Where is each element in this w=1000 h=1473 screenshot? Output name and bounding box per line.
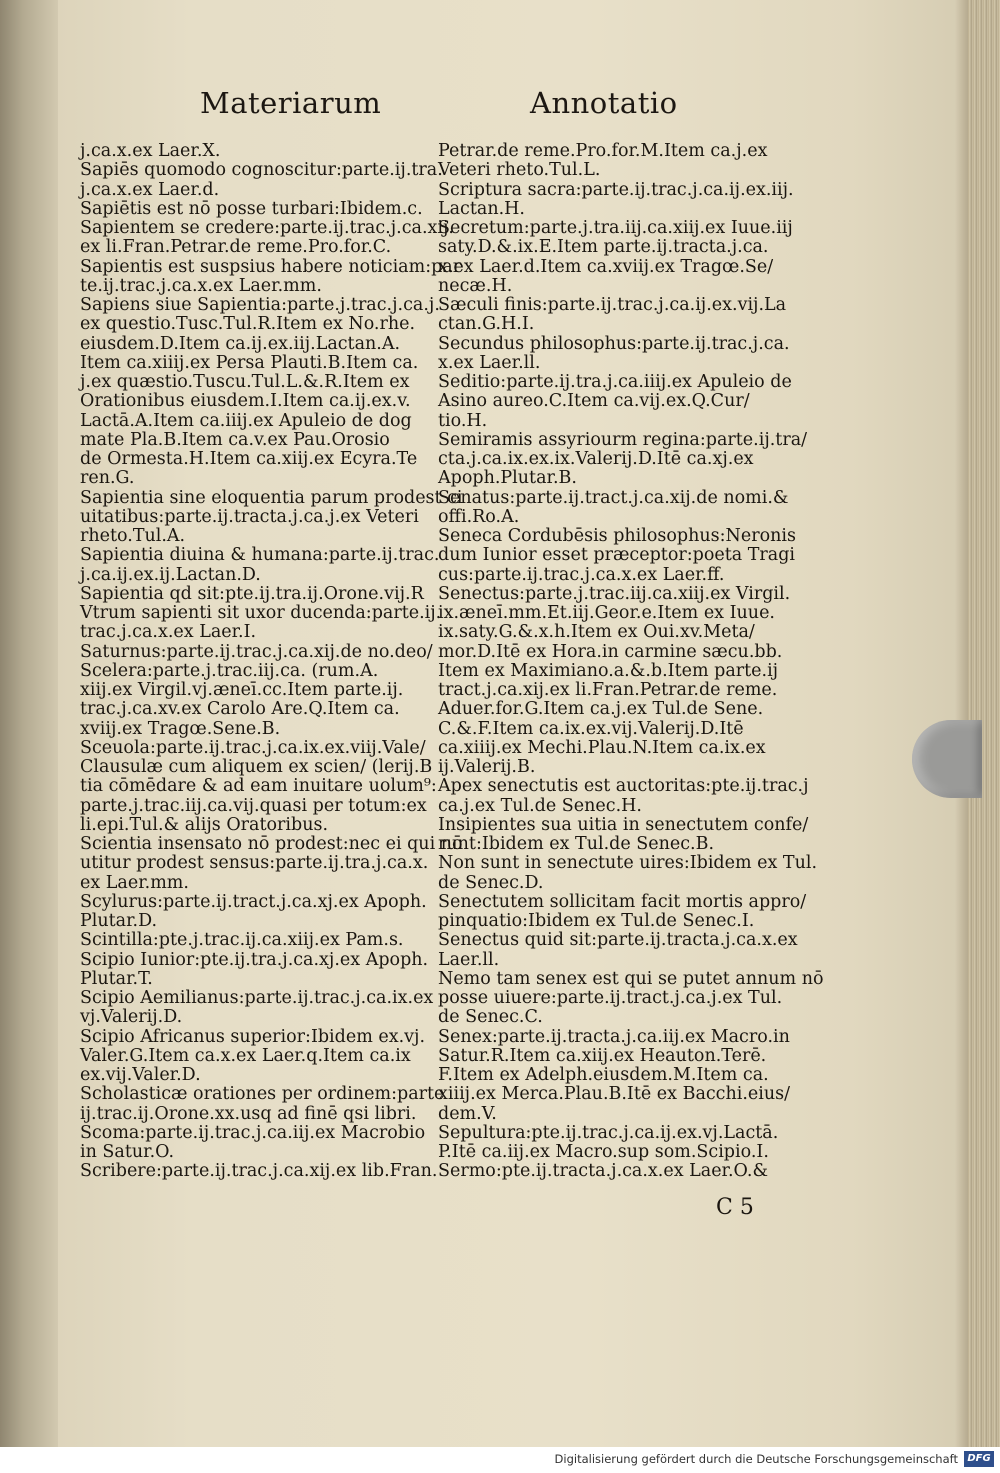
index-line: Non sunt in senectute uires:Ibidem ex Tul. (438, 853, 818, 874)
index-line: saty.D.&.ix.E.Item parte.ij.tracta.j.ca. (438, 237, 769, 258)
funding-credit: Digitalisierung gefördert durch die Deutsche Forschungsgemeinschaft (554, 1452, 958, 1466)
index-line: utitur prodest sensus:parte.ij.tra.j.ca.x. (80, 853, 429, 874)
index-line: ren.G. (80, 468, 135, 489)
index-line: Sapiētis est nō posse turbari:Ibidem.c. (80, 198, 423, 219)
index-line: Senectus quid sit:parte.ij.tracta.j.ca.x.ex (438, 930, 798, 951)
index-column-right (438, 141, 824, 1182)
index-line: x.ex Laer.ll. (438, 352, 541, 373)
index-line: j.ca.ij.ex.ij.Lactan.D. (80, 564, 261, 585)
index-line: j.ca.x.ex Laer.d. (80, 179, 220, 200)
index-line: de Senec.C. (438, 1007, 543, 1028)
index-line: Scriptura sacra:parte.ij.trac.j.ca.ij.ex.iij. (438, 179, 794, 200)
index-line: Seneca Cordubēsis philosophus:Neronis (438, 526, 796, 546)
index-line: uitatibus:parte.ij.tracta.j.ca.j.ex Veteri (80, 506, 419, 527)
index-line: tia cōmēdare & ad eam inuitare uolum⁹: (80, 776, 437, 797)
footer-bar (0, 1447, 1000, 1473)
index-line: ix.æneī.mm.Et.iij.Geor.e.Item ex Iuue. (438, 603, 775, 623)
index-line: Satur.R.Item ca.xiij.ex Heauton.Terē. (438, 1045, 767, 1066)
index-line: Plutar.D. (80, 911, 158, 931)
index-line: Item ex Maximiano.a.&.b.Item parte.ij (438, 660, 779, 681)
index-line: Asino aureo.C.Item ca.vij.ex.Q.Cur/ (438, 391, 750, 412)
signature-mark: C 5 (716, 1195, 754, 1220)
index-line: Sapientia qd sit:pte.ij.tra.ij.Orone.vij.R (80, 583, 424, 604)
index-line: Sapientis est suspsius habere noticiam:par (80, 256, 462, 277)
index-line: Sermo:pte.ij.tracta.j.ca.x.ex Laer.O.& (438, 1161, 769, 1182)
index-line: x.ex Laer.d.Item ca.xviij.ex Tragœ.Se/ (438, 256, 774, 277)
index-line: vj.Valerij.D. (80, 1007, 183, 1028)
index-line: Scipio Africanus superior:Ibidem ex.vj. (80, 1026, 426, 1047)
index-line: xviij.ex Tragœ.Sene.B. (80, 718, 281, 739)
index-line: Insipientes sua uitia in senectutem confe/ (438, 814, 809, 835)
index-line: Lactā.A.Item ca.iiij.ex Apuleio de dog (80, 410, 412, 431)
running-head-right: Annotatio (530, 86, 678, 120)
index-line: rheto.Tul.A. (80, 526, 186, 546)
index-line: li.epi.Tul.& alijs Oratoribus. (80, 814, 329, 835)
index-line: j.ex quæstio.Tuscu.Tul.L.&.R.Item ex (80, 372, 410, 392)
index-line: in Satur.O. (80, 1142, 175, 1162)
index-line: Semiramis assyriourm regina:parte.ij.tra/ (438, 429, 808, 450)
index-line: posse uiuere:parte.ij.tract.j.ca.j.ex Tul. (438, 988, 783, 1008)
index-line: offi.Ro.A. (438, 506, 520, 527)
index-line: Scientia insensato nō prodest:nec ei qui nō (80, 834, 463, 854)
index-line: trac.j.ca.xv.ex Carolo Are.Q.Item ca. (80, 699, 400, 720)
index-line: Senex:parte.ij.tracta.j.ca.iij.ex Macro.in (438, 1026, 790, 1047)
index-line: Orationibus eiusdem.I.Item ca.ij.ex.v. (80, 391, 411, 412)
index-line: Apex senectutis est auctoritas:pte.ij.trac.j (438, 776, 809, 797)
index-line: Sapientia sine eloquentia parum prodest ci (80, 487, 463, 508)
index-line: Scribere:parte.ij.trac.j.ca.xij.ex lib.Fran. (80, 1161, 438, 1182)
index-line: Veteri rheto.Tul.L. (438, 160, 601, 181)
index-line: tract.j.ca.xij.ex li.Fran.Petrar.de reme. (438, 680, 778, 700)
index-line: Scipio Aemilianus:parte.ij.trac.j.ca.ix.ex (80, 988, 434, 1008)
index-line: ij.trac.ij.Orone.xx.usq ad finē qsi libri. (80, 1103, 417, 1124)
index-line: Scholasticæ orationes per ordinem:parte (80, 1084, 445, 1105)
index-line: tio.H. (438, 410, 488, 431)
index-line: dum Iunior esset præceptor:poeta Tragi (438, 545, 796, 566)
page-gutter (0, 0, 58, 1447)
index-line: Sapiens siue Sapientia:parte.j.trac.j.ca.j. (80, 295, 440, 315)
index-line: Petrar.de reme.Pro.for.M.Item ca.j.ex (438, 141, 768, 161)
index-line: Scipio Iunior:pte.ij.tra.j.ca.xj.ex Apoph. (80, 949, 429, 970)
index-line: ex li.Fran.Petrar.de reme.Pro.for.C. (80, 237, 392, 258)
index-line: Secretum:parte.j.tra.iij.ca.xiij.ex Iuue.iij (438, 218, 793, 238)
index-line: ca.xiiij.ex Mechi.Plau.N.Item ca.ix.ex (438, 737, 766, 758)
index-line: pinquatio:Ibidem ex Tul.de Senec.I. (438, 911, 755, 931)
index-line: ca.j.ex Tul.de Senec.H. (438, 795, 642, 816)
index-line: Senectutem sollicitam facit mortis appro/ (438, 891, 807, 912)
index-line: trac.j.ca.x.ex Laer.I. (80, 622, 257, 643)
index-line: cta.j.ca.ix.ex.ix.Valerij.D.Itē ca.xj.ex (438, 449, 754, 469)
index-line: Secundus philosophus:parte.ij.trac.j.ca. (438, 333, 790, 354)
index-line: parte.j.trac.iij.ca.vij.quasi per totum:ex (80, 795, 427, 816)
index-line: Senatus:parte.ij.tract.j.ca.xij.de nomi.& (438, 487, 789, 508)
index-line: Sceuola:parte.ij.trac.j.ca.ix.ex.viij.Vale/ (80, 737, 426, 758)
index-line: ix.saty.G.&.x.h.Item ex Oui.xv.Meta/ (438, 622, 755, 643)
index-line: Scelera:parte.j.trac.iij.ca. (rum.A. (80, 660, 379, 681)
index-line: j.ca.x.ex Laer.X. (80, 141, 221, 161)
index-line: Scintilla:pte.j.trac.ij.ca.xiij.ex Pam.s. (80, 930, 404, 951)
index-line: Sapiēs quomodo cognoscitur:parte.ij.tra. (80, 160, 443, 181)
index-line: Valer.G.Item ca.x.ex Laer.q.Item ca.ix (80, 1045, 411, 1066)
index-line: Item ca.xiiij.ex Persa Plauti.B.Item ca. (80, 352, 419, 373)
index-line: Senectus:parte.j.trac.iij.ca.xiij.ex Virgil. (438, 583, 791, 604)
index-line: Sæculi finis:parte.ij.trac.j.ca.ij.ex.vij.La (438, 295, 787, 315)
dfg-logo: DFG (964, 1451, 994, 1467)
index-line: Lactan.H. (438, 198, 525, 219)
index-line: ex.vij.Valer.D. (80, 1065, 201, 1085)
index-line: ex questio.Tusc.Tul.R.Item ex No.rhe. (80, 314, 416, 335)
index-line: te.ij.trac.j.ca.x.ex Laer.mm. (80, 275, 322, 296)
index-line: Laer.ll. (438, 949, 500, 970)
index-line: F.Item ex Adelph.eiusdem.M.Item ca. (438, 1065, 769, 1085)
index-line: Saturnus:parte.ij.trac.j.ca.xij.de no.deo/ (80, 641, 433, 662)
index-line: Sepultura:pte.ij.trac.j.ca.ij.ex.vj.Lactā. (438, 1122, 779, 1143)
page-clip-tab (912, 720, 982, 798)
index-line: Sapientem se credere:parte.ij.trac.j.ca.xij. (80, 218, 454, 238)
index-line: xiij.ex Virgil.vj.æneī.cc.Item parte.ij. (80, 680, 404, 700)
index-line: C.&.F.Item ca.ix.ex.vij.Valerij.D.Itē (438, 718, 744, 739)
index-line: Sapientia diuina & humana:parte.ij.trac. (80, 545, 440, 566)
index-line: Scoma:parte.ij.trac.j.ca.iij.ex Macrobio (80, 1122, 426, 1143)
index-line: Scylurus:parte.ij.tract.j.ca.xj.ex Apoph. (80, 891, 427, 912)
index-line: Clausulæ cum aliquem ex scien/ (lerij.B (80, 757, 433, 777)
index-line: Vtrum sapienti sit uxor ducenda:parte.ij. (80, 603, 442, 623)
index-line: ex Laer.mm. (80, 872, 189, 893)
index-line: Aduer.for.G.Item ca.j.ex Tul.de Sene. (438, 699, 764, 720)
index-line: runt:Ibidem ex Tul.de Senec.B. (438, 834, 715, 854)
index-line: Nemo tam senex est qui se putet annum nō (438, 968, 824, 989)
index-line: ij.Valerij.B. (438, 757, 536, 777)
index-line: Apoph.Plutar.B. (438, 468, 577, 489)
index-line: ctan.G.H.I. (438, 314, 535, 335)
index-line: cus:parte.ij.trac.j.ca.x.ex Laer.ff. (438, 564, 725, 585)
index-line: Plutar.T. (80, 968, 153, 989)
running-head-left: Materiarum (200, 86, 382, 120)
index-line: xiiij.ex Merca.Plau.B.Itē ex Bacchi.eius/ (438, 1084, 791, 1105)
index-line: Seditio:parte.ij.tra.j.ca.iiij.ex Apuleio de (438, 372, 792, 392)
index-line: de Ormesta.H.Item ca.xiij.ex Ecyra.Te (80, 449, 418, 469)
index-line: mate Pla.B.Item ca.v.ex Pau.Orosio (80, 429, 390, 450)
index-line: eiusdem.D.Item ca.ij.ex.iij.Lactan.A. (80, 333, 401, 354)
index-line: de Senec.D. (438, 872, 544, 893)
index-line: necæ.H. (438, 275, 513, 296)
index-line: dem.V. (438, 1103, 497, 1124)
index-line: mor.D.Itē ex Hora.in carmine sæcu.bb. (438, 641, 783, 662)
index-line: P.Itē ca.iij.ex Macro.sup som.Scipio.I. (438, 1142, 769, 1162)
